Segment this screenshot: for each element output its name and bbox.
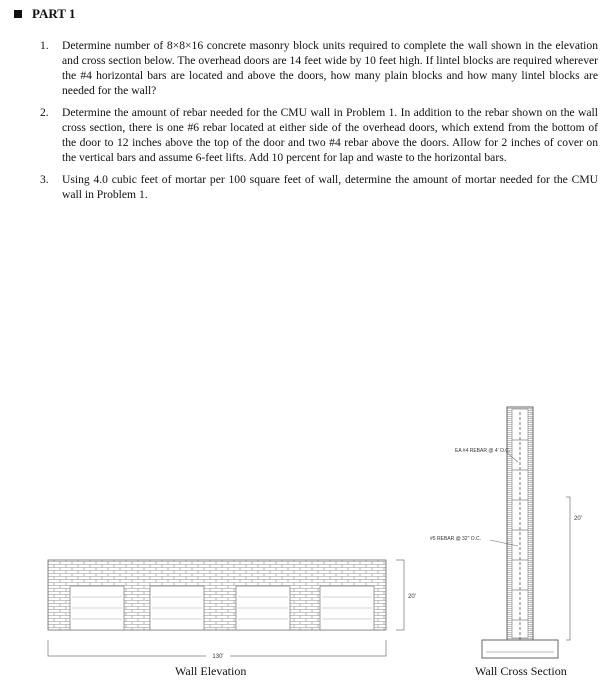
section-height-label: 20' [574, 516, 582, 522]
vertical-rebar-label: #5 REBAR @ 32" O.C. [430, 536, 482, 542]
height-dimension-line [396, 560, 404, 630]
wall-elevation-drawing [48, 560, 416, 660]
horizontal-rebar-label: EA #4 REBAR @ 4' O.C. [455, 448, 511, 454]
height-dimension-label: 20' [408, 594, 416, 600]
footing [482, 640, 558, 658]
cross-section-caption: Wall Cross Section [475, 664, 567, 678]
problem-number: 1. [40, 39, 49, 52]
length-dimension-label: 130' [212, 654, 224, 660]
problem-text: Using 4.0 cubic feet of mortar per 100 square feet of wall, determine the amount of mortar needed for the CMU wall in Problem 1. [62, 173, 598, 201]
wall-cross-section-drawing [430, 407, 582, 658]
problem-text: Determine number of 8×8×16 concrete masonry block units required to complete the wall shown in the elevation and cross section below. The overhead doors are 14 feet wide by 10 feet high. If lintel blocks are required wherever the #4 horizontal bars are located and above the doors, how many plain blocks and how many lintel blocks are needed for the wall? [62, 39, 598, 97]
section-height-dimension-line [566, 497, 570, 640]
part-title: PART 1 [32, 6, 76, 21]
problem-text: Determine the amount of rebar needed for the CMU wall in Problem 1. In addition to the rebar shown on the wall cross section, there is one #6 rebar located at either side of the overhead doors, which extend from the bottom of the door to 12 inches above the top of the door and two #4 rebar above the doors. Allow for 2 inches of cover on the vertical bars and assume 6-feet lifts. Add 10 percent for lap and waste to the horizontal bars. [62, 106, 598, 164]
elevation-caption: Wall Elevation [175, 664, 247, 678]
problem-number: 2. [40, 106, 49, 119]
problem-number: 3. [40, 173, 49, 186]
